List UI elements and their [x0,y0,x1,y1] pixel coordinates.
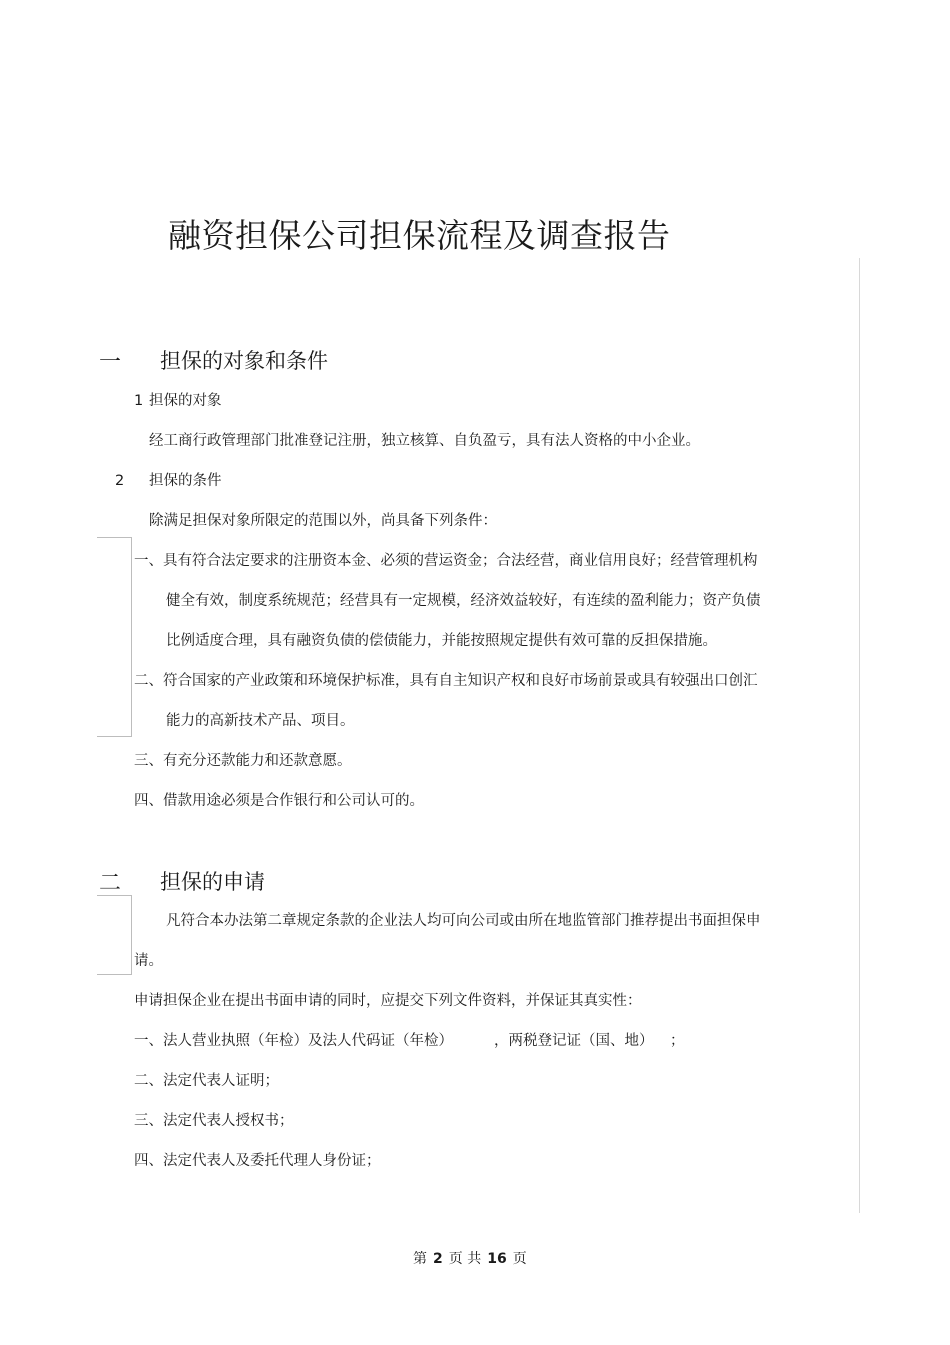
subsection-2-title: 担保的条件 [149,473,222,489]
footer-middle: 页 共 [448,1251,482,1267]
condition-1-line-2: 健全有效，制度系统规范；经营具有一定规模，经济效益较好，有连续的盈利能力；资产负债 [166,593,761,609]
condition-2-line-2: 能力的高新技术产品、项目。 [166,713,355,729]
condition-1-line-3: 比例适度合理，具有融资负债的偿债能力，并能按照规定提供有效可靠的反担保措施。 [166,633,717,649]
subsection-1-text: 经工商行政管理部门批准登记注册，独立核算、自负盈亏，具有法人资格的中小企业。 [149,433,700,449]
document-item-4: 四、法定代表人及委托代理人身份证； [134,1153,381,1169]
subsection-2-intro: 除满足担保对象所限定的范围以外，尚具备下列条件： [149,513,497,529]
document-item-1b: ，两税登记证（国、地） [494,1033,654,1049]
condition-1-line-1: 一、具有符合法定要求的注册资本金、必须的营运资金；合法经营，商业信用良好；经营管理机构 [134,553,758,569]
right-margin-rule [859,258,860,1213]
document-item-1c: ； [670,1033,685,1049]
page-footer [413,1248,527,1268]
application-para-1-line-2: 请。 [134,953,163,969]
condition-2-line-1: 二、符合国家的产业政策和环境保护标准，具有自主知识产权和良好市场前景或具有较强出口创汇 [134,673,758,689]
condition-3: 三、有充分还款能力和还款意愿。 [134,753,352,769]
section-1-number: 一 [99,350,122,375]
condition-4: 四、借款用途必须是合作银行和公司认可的。 [134,793,424,809]
subsection-1-title: 担保的对象 [149,393,222,409]
footer-page-number: 2 [433,1251,443,1267]
subsection-2-number: 2 [115,473,125,489]
footer-suffix: 页 [512,1251,527,1267]
document-item-1a: 一、法人营业执照（年检）及法人代码证（年检） [134,1033,453,1049]
footer-total-pages: 16 [487,1251,507,1267]
document-item-3: 三、法定代表人授权书； [134,1113,294,1129]
application-para-1-line-1: 凡符合本办法第二章规定条款的企业法人均可向公司或由所在地监管部门推荐提出书面担保申 [166,913,761,929]
application-para-2: 申请担保企业在提出书面申请的同时，应提交下列文件资料，并保证其真实性： [134,993,642,1009]
margin-bracket-conditions [97,537,132,737]
footer-prefix: 第 [413,1251,427,1267]
subsection-1-number: 1 [134,393,144,409]
section-1-heading: 担保的对象和条件 [160,349,328,373]
document-item-2: 二、法定代表人证明； [134,1073,279,1089]
section-2-number: 二 [99,871,122,896]
section-2-heading: 担保的申请 [160,870,265,894]
page-title: 融资担保公司担保流程及调查报告 [168,216,671,255]
margin-bracket-application [97,895,132,975]
